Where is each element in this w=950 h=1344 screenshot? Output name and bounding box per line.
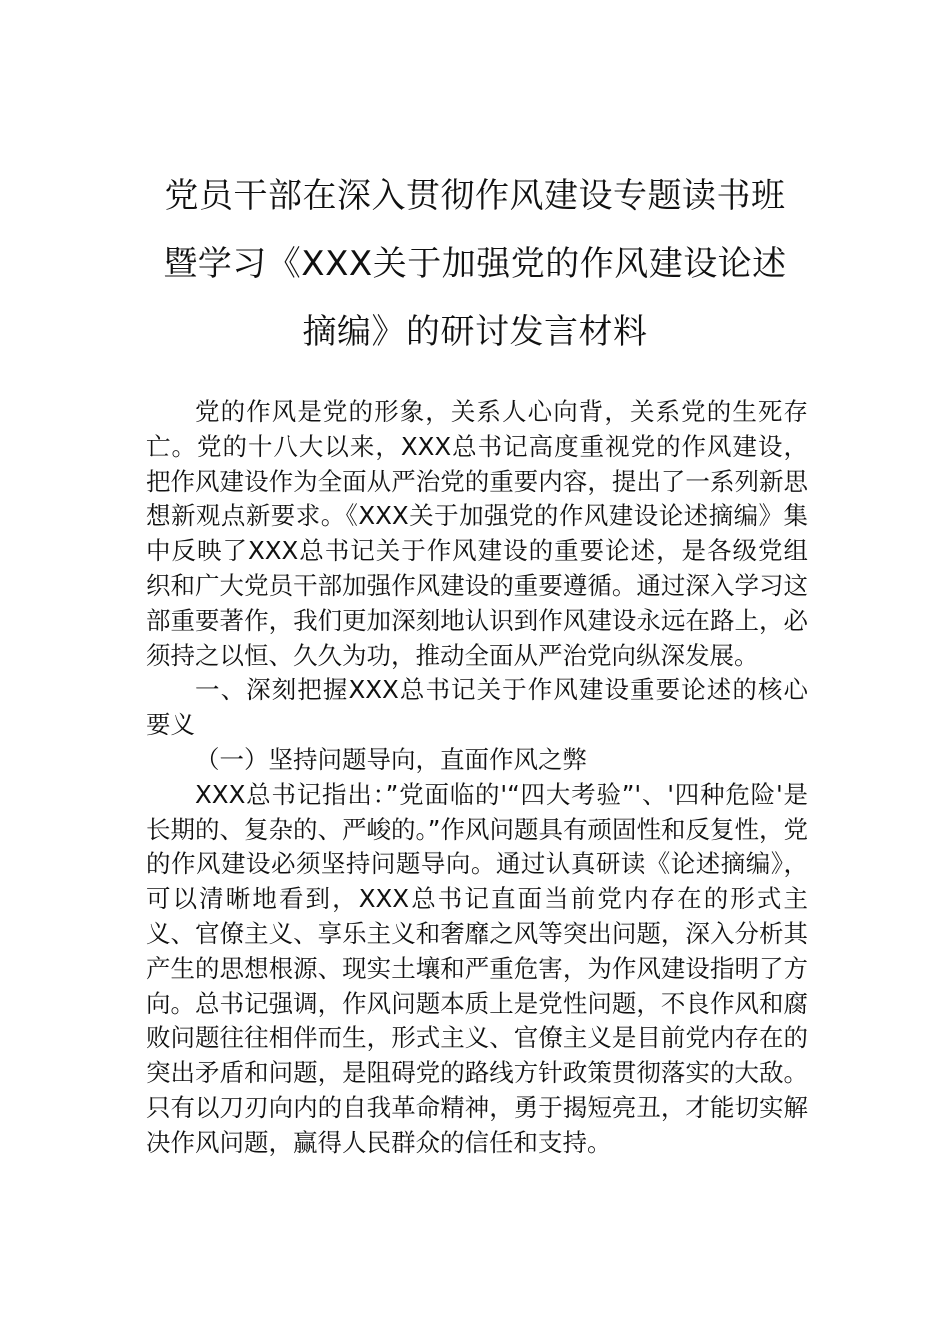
body-paragraph: XXX总书记指出：”党面临的'“四大考验”'、'四种危险'是长期的、复杂的、严峻的。”作风问题具有顽固性和反复性，党的作风建设必须坚持问题导向。通过认真研读《论述摘编》，可以清晰地看到，XXX总书记直面当前党内存在的形式主义、官僚主义、享乐主义和奢靡之风等突出问题，深入分析其产生的思想根源、现实土壤和严重危害，为作风建设指明了方向。总书记强调，作风问题本质上是党性问题，不良作风和腐败问题往往相伴而生，形式主义、官僚主义是目前党内存在的突出矛盾和问题，是阻碍党的路线方针政策贯彻落实的大敌。只有以刀刃向内的自我革命精神，勇于揭短亮丑，才能切实解决作风问题，赢得人民群众的信任和支持。: [146, 779, 808, 1157]
title-line: 暨学习《XXX关于加强党的作风建设论述: [163, 244, 787, 284]
document-title: [120, 162, 830, 366]
title-line: 摘编》的研讨发言材料: [302, 312, 648, 352]
subsection-heading: （一）坚持问题导向，直面作风之弊: [195, 744, 587, 774]
document-body: [146, 395, 808, 1161]
section-heading: 一、深刻把握XXX总书记关于作风建设重要论述的核心要义: [146, 675, 808, 740]
intro-paragraph: 党的作风是党的形象，关系人心向背，关系党的生死存亡。党的十八大以来，XXX总书记高度重视党的作风建设，把作风建设作为全面从严治党的重要内容，提出了一系列新思想新观点新要求。《XXX关于加强党的作风建设论述摘编》集中反映了XXX总书记关于作风建设的重要论述，是各级党组织和广大党员干部加强作风建设的重要遵循。通过深入学习这部重要著作，我们更加深刻地认识到作风建设永远在路上，必须持之以恒、久久为功，推动全面从严治党向纵深发展。: [146, 397, 808, 670]
title-line: 党员干部在深入贯彻作风建设专题读书班: [164, 176, 786, 216]
